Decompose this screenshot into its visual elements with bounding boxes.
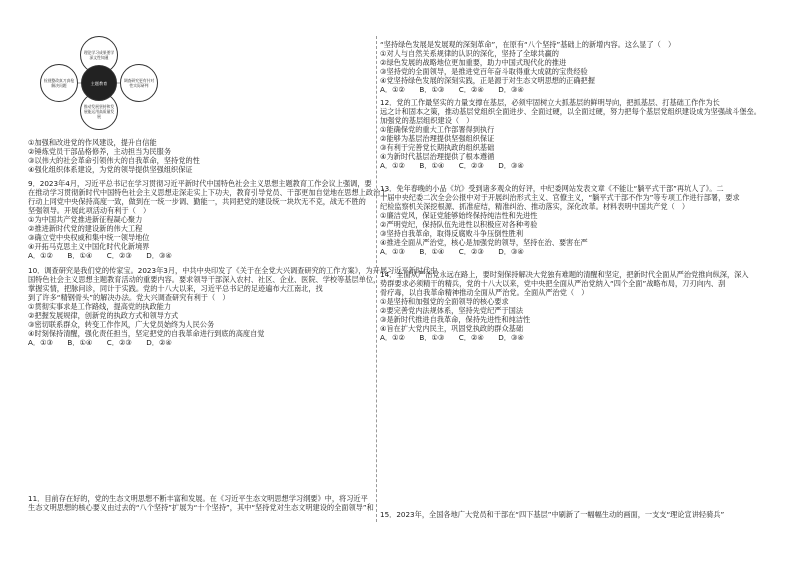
q10-option: ①贯彻实事求是工作路线，提高党的执政能力 <box>28 302 172 311</box>
question-12 <box>380 98 761 170</box>
q12-option: ④为新时代基层治理提供了根本遵循 <box>380 152 495 161</box>
q10-stem: 10．调查研究是我们党的传家宝。2023年3月，中共中央印发了《关于在全党大兴调查研究的工作方案》，为开展习近平新时代中 <box>28 266 438 275</box>
q11-answer-choices: A．①② B．①③ C．②④ D．③④ <box>380 85 524 94</box>
q13-stem: 十届中央纪委二次全会公报中对于开展纠治形式主义、官僚主义，“躺平式干部不作为”等专项工作进行部署，要求 <box>380 193 740 202</box>
q13-option: ①廉洁党风，保证党能够始终保持纯洁性和先进性 <box>380 211 538 220</box>
column-divider <box>376 36 377 522</box>
q9-stem: 坚强领导。开展此项活动有利于（ ） <box>28 206 151 215</box>
q10-stem: 到了许多“精钢骨头”的解决办法。党大兴调查研究有利于（ ） <box>28 293 230 302</box>
q8-option: ③以伟大的社会革命引领伟大的自我革命，坚持党的性 <box>28 156 200 165</box>
q13-answer-choices: A．①③ B．①④ C．②③ D．③④ <box>380 247 524 256</box>
question-9 <box>28 179 387 260</box>
question-11 <box>28 494 374 512</box>
q9-stem: 行动上同党中央保持高度一致，做到在一统一步调、勤能一，共同把党的建设统一块坎无不克，战无不胜的 <box>28 197 366 206</box>
question-13 <box>380 184 740 256</box>
q9-option: ②推进新时代党的建设新的伟大工程 <box>28 224 143 233</box>
q12-stem: 加强党的基层组织建设（ ） <box>380 116 474 125</box>
q11-stem: 11．目前存在好的，党的生态文明思想不断丰富和发展。在《习近平生态文明思想学习纲要》中，将习近平 <box>28 494 368 503</box>
question-15 <box>380 510 724 519</box>
q9-stem: 9．2023年4月，习近平总书记在学习贯彻习近平新时代中国特色社会主义思想主题教育工作会议上强调，要 <box>28 179 372 188</box>
diagram-node-bottom: 推动发展坚持和发展能运用高质量发展 <box>80 92 118 130</box>
q14-option: ④旨在扩大党内民主，巩固党执政的群众基础 <box>380 324 524 333</box>
q11-option: ①对人与自然关系规律的认识的深化，坚持了全球共赢的 <box>380 49 559 58</box>
q13-stem: 13．免年春晚的小品《坑》受到诸多观众的好评，中纪委网站发表文章《不能让“躺平式干部”再坑人了》。二 <box>380 184 724 193</box>
q8-option: ①加强和改进党的作风建设，提升自信能 <box>28 138 157 147</box>
q13-stem: 纪检监察机关深挖根源、抓准症结，精准纠治、推动落实，深化改革。材料表明中国共产党（ ） <box>380 202 690 211</box>
q15-stem: 15．2023年，全国各地广大党员和干部在“四下基层”中刷新了一幅幅生动的画面，一支支“理论宣讲轻骑兵” <box>380 510 725 519</box>
q12-stem: 远之计和固本之策，推动基层党组织全面进步、全面过硬，以全面过硬，努力把每个基层党组织建设成为坚强战斗堡垒。 <box>380 107 761 116</box>
q10-option: ④时刻保持清醒，强化责任担当，坚定把党的自我革命进行到底的高度自觉 <box>28 329 265 338</box>
q11-option: ④党坚持绿色发展的深刻实践，正是源于对生态文明思想的正确把握 <box>380 76 595 85</box>
q13-option: ②严明党纪，保持队伍先进性以积极应对各种考验 <box>380 220 538 229</box>
diagram-node-top: 理论学习成果要学深文性知通 <box>80 36 118 74</box>
theme-education-diagram <box>38 36 158 130</box>
diagram-node-left: 检视整改真刀真枪解决问题 <box>40 64 78 102</box>
question-14 <box>380 270 749 342</box>
q9-option: ③确立党中央权威和集中统一领导地位 <box>28 233 150 242</box>
q10-stem: 掌握实情，把脉问诊，同计于实践。党的十八大以来，习近平总书记的足迹遍布大江南北，找 <box>28 284 323 293</box>
q12-answer-choices: A．①② B．①④ C．②③ D．③④ <box>380 161 524 170</box>
q11-option: ②绿色发展的战略地位更加重要，助力中国式现代化的推进 <box>380 58 567 67</box>
q9-option: ④开拓马克思主义中国化时代化新境界 <box>28 242 150 251</box>
question-11-continued <box>380 40 675 94</box>
q14-option: ①是坚持和加强党的全面领导的核心要求 <box>380 297 509 306</box>
q14-option: ②要完善党内法规体系，坚持先党纪严于国法 <box>380 306 524 315</box>
q11-stem: 生态文明思想的核心要义由过去的“八个坚持”扩展为“十个坚持”，其中“坚持党对生态文明建设的全面领导”和 <box>28 503 374 512</box>
q10-answer-choices: A．①③ B．①④ C．②③ D．②④ <box>28 338 172 347</box>
q14-stem: 14．全面从严治党永远在路上，要时刻保持解决大党独有难题的清醒和坚定，把新时代全面从严治党推向纵深，深入 <box>380 270 749 279</box>
q12-option: ②能够为基层治理提供坚强组织保证 <box>380 134 495 143</box>
q13-option: ④推进全面从严治党，核心是加强党的领导，坚持在治、要害在严 <box>380 238 588 247</box>
q14-answer-choices: A．①② B．①③ C．②④ D．③④ <box>380 333 524 342</box>
q13-option: ③坚持自我革命，取得反腐败斗争压倒性胜利 <box>380 229 524 238</box>
q12-stem: 12．党的工作最坚实的力量支撑在基层，必须牢固树立大抓基层的鲜明导向，把抓基层、打基础工作作为长 <box>380 98 720 107</box>
q14-stem: 势群要求必须精干的精兵，党的十八大以来，党中央把全面从严治党纳入“四个全面”战略布局，刀刃向内、刮 <box>380 279 726 288</box>
q12-option: ③有利于完善党长期执政的组织基础 <box>380 143 495 152</box>
q9-stem: 在推动学习贯彻新时代中国特色社会主义思想走深走实上下功夫，教育引导党员、干部更加自觉地在思想上政治上 <box>28 188 388 197</box>
q10-stem: 国特色社会主义思想主题教育活动的重要内容。要求领导干部深入农村、社区、企业、医院、学校等基层单位， <box>28 275 381 284</box>
q9-option: ①为中国共产党推进新征程凝心聚力 <box>28 215 143 224</box>
q8-option: ④强化组织体系建设，为党的领导提供坚强组织保证 <box>28 165 193 174</box>
q12-option: ①能确保党的重大工作部署得到执行 <box>380 125 495 134</box>
q10-option: ③密切联系群众，转变工作作风，广大党员始终为人民公务 <box>28 320 215 329</box>
q11-option: ③坚持党的全面领导，是推进党百年奋斗取得重大成就的宝贵经验 <box>380 67 588 76</box>
q14-option: ③是新时代推进自我革命，保持先进性和纯洁性 <box>380 315 531 324</box>
q14-stem: 骨疗毒，以自我革命精神推动全面从严治党。全面从严治党（ ） <box>380 288 589 297</box>
diagram-node-right: 调查研究更有针对性实际研判 <box>120 64 158 102</box>
question-8-options <box>28 138 200 174</box>
q10-option: ②把握发展规律，创新党的执政方式和领导方式 <box>28 311 179 320</box>
q11-stem: “坚持绿色发展是发展观的深刻革命”，在原有“八个坚持”基础上的新增内容。这么显了（ ） <box>380 40 676 49</box>
diagram-center: 主题教育 <box>81 65 117 101</box>
q8-option: ②锤炼党员干部品格修养，主动担当为民服务 <box>28 147 172 156</box>
q9-answer-choices: A．①② B．①④ C．②③ D．③④ <box>28 251 172 260</box>
